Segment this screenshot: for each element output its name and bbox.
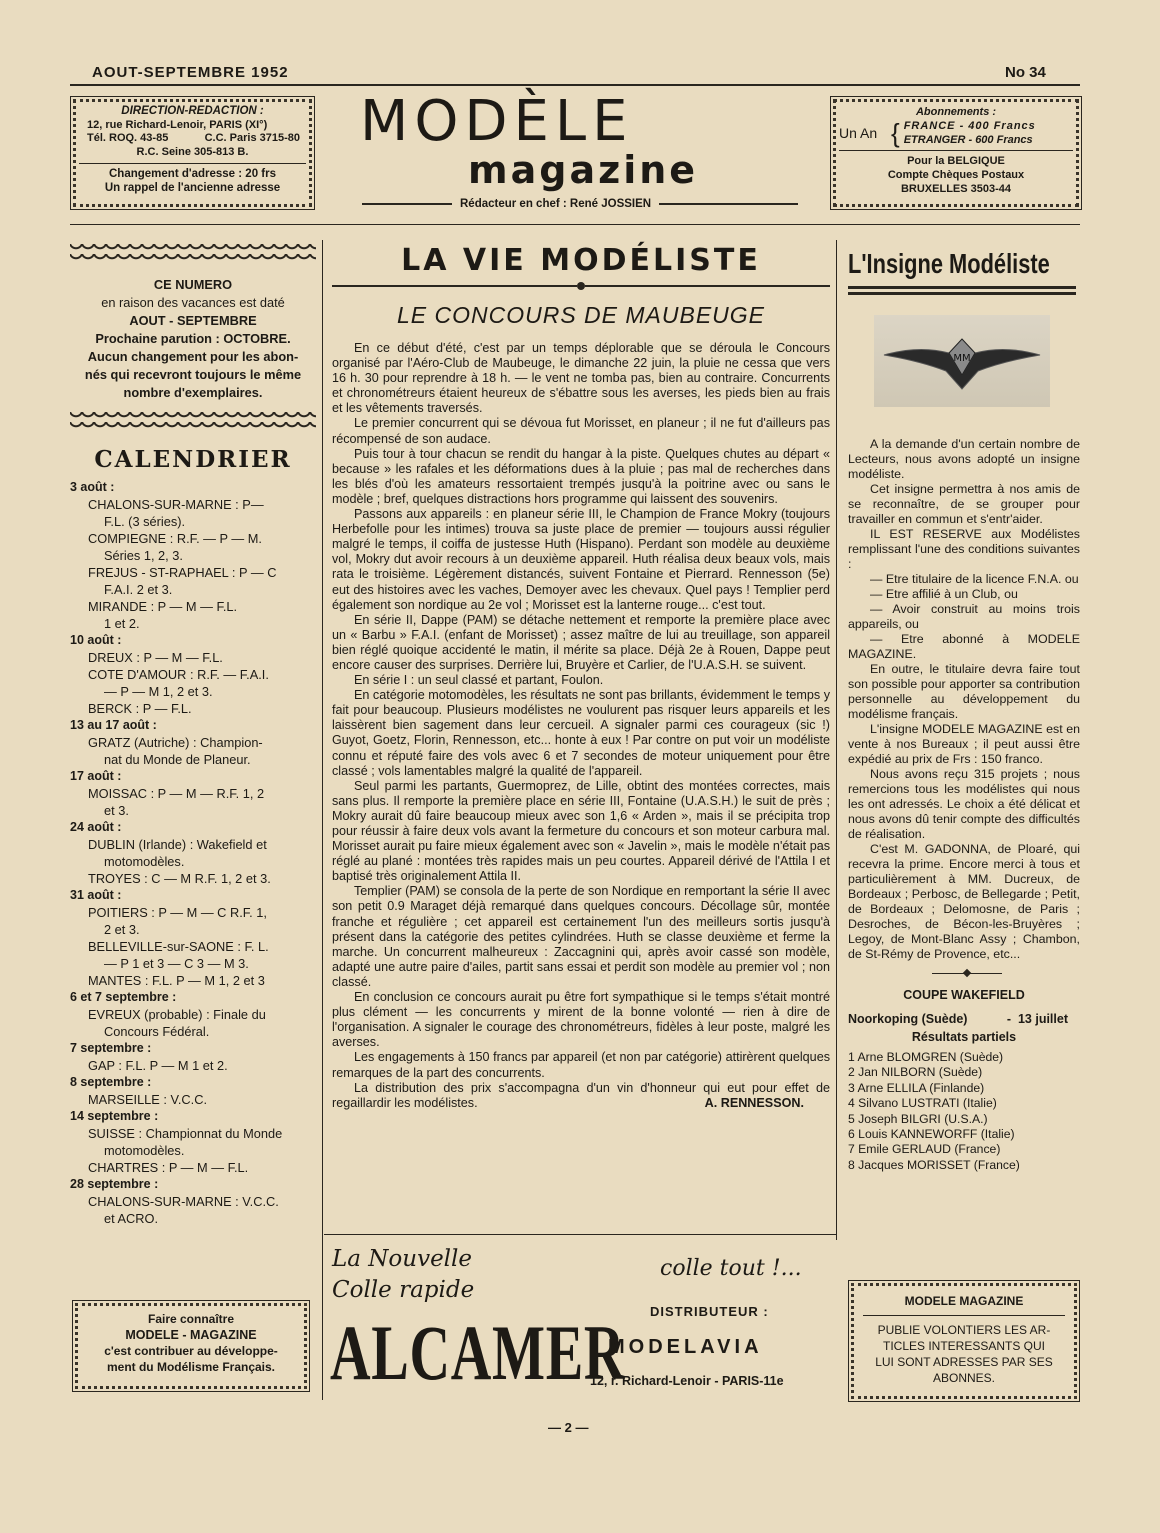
right-column: L'Insigne Modéliste MM A la demande d'un certain nombre de Lecteurs, nous avons adopté un insigne modéliste. Cet insigne permettra à nos amis de se reconnaître, de se grouper pour travailler en commun et s'entr'aider. IL EST RESERVE aux Modélistes remplissant l'une des conditions suivantes : — Etre titulaire de la licence F.N.A. ou — Etre affilié à un Club, ou — Avoir construit au moins trois appareils, ou — Etre abonné à MODELE MAGAZINE. En outre, le titulaire devra faire tout son possible pour apporter sa contribution personnelle au développement du modélisme français. L'insigne MODELE MAGAZINE est en vente à nos Bureaux ; il peut aussi être expédié au prix de Frs : 150 franco. Nous avons reçu 315 projets ; nous remercions tous les modélistes qui nous les ont adressés. Le choix a été délicat et nous avons dû tenir compte des difficultés de réalisation. C'est M. GADONNA, de Ploaré, qui recevra la prime. Encore merci à tous et particulièrement à MM. Ducreux, de Bordeaux ; Perbosc, de Bellegarde ; Petit, de Bordeaux ; Delomosne, de Paris ; Desroches, de Bécon-les-Bruyères ; Legoy, de Mont-Blanc Assy ; Chambon, de St-Rémy de Provence, etc... COUPE WAKEFIELD Noorkoping (Suède) - 13 juillet Résultats partiels 1 Arne BLOMGREN (Suède) 2 Jan NILBORN (Suède) 3 Arne ELLILA (Finlande) 4 Silvano LUSTRATI (Italie) 5 Joseph BILGRI (U.S.A.) 6 Louis KANNEWORFF (Italie) 7 Emile GERLAUD (France) 8 Jacques MORISSET (France) [848,248,1080,1172]
calendar-entry: motomodèles. [104,854,185,869]
calendar-entry: TROYES : C — M R.F. 1, 2 et 3. [88,871,271,886]
article-paragraph: Puis tour à tour chacun se rendit du hangar à la piste. Quelques chutes au départ « because » les rafales et les déformations dues à la pluie ; pas mal de recherches dans les blés d'où les amateurs ressortaient trempés jusqu'à la poitrine avec ou sans le modèle ; bref, quelques distractions hors programme qui laissent des souvenirs. [332,446,830,506]
address-change: Changement d'adresse : 20 frs [109,168,276,180]
calendar-entry: BELLEVILLE-sur-SAONE : F. L. [88,939,269,954]
calendar-title: CALENDRIER [94,446,292,473]
notice-line: AOUT - SEPTEMBRE [129,313,257,328]
calendar-entry: F.L. (3 séries). [104,514,186,529]
calendar-date: 13 au 17 août : [70,718,157,732]
insigne-paragraph: En outre, le titulaire devra faire tout son possible pour apporter sa contribution personnelle au développement du modélisme français. [848,662,1080,721]
ad-tagline: colle tout !... [660,1256,802,1281]
insignia-photo [874,315,1050,407]
promo-right-line: LUI SONT ADRESSES PAR SES [875,1355,1053,1369]
calendar-entry: COTE D'AMOUR : R.F. — F.A.I. [88,667,269,682]
masthead-subtitle: magazine [468,148,699,192]
promo-right-line: ABONNES. [932,1371,995,1385]
ad-distributor-label: DISTRIBUTEUR : [650,1304,769,1319]
insigne-paragraph: — Etre abonné à MODELE MAGAZINE. [848,632,1080,661]
insigne-paragraph: Cet insigne permettra à nos amis de se reconnaître, de se grouper pour travailler en commun et s'entr'aider. [848,482,1080,526]
calendar-entry: Séries 1, 2, 3. [104,548,183,563]
notice-block [70,276,316,402]
article-paragraph: En catégorie motomodèles, les résultats ne sont pas brillants, évidemment le temps y fait pour beaucoup. Plusieurs modélistes ne voulurent pas risquer leurs appareils et les laissèrent bien sagement dans leur cercueil. A signaler parmi ces courageux (sic !) Guyot, Goetz, Florin, Rennesson, etc... honte à eux ! Par contre on put voir un modéliste connu et réputé faire des vols avec 6 et 7 secondes de moteur uniquement pour être classé ; vols lamentables malgré la qualité de l'appareil. [332,688,830,778]
insigne-paragraph: L'insigne MODELE MAGAZINE est en vente à nos Bureaux ; il peut aussi être expédié au prix de Frs : 150 franco. [848,722,1080,766]
direction-tel: Tél. ROQ. 43-85 [87,132,169,144]
ad-distributor-address: 12, r. Richard-Lenoir - PARIS-11e [590,1374,784,1388]
calendar-entry: CHARTRES : P — M — F.L. [88,1160,249,1175]
calendar-list [70,479,316,1227]
wakefield-title: COUPE WAKEFIELD [903,988,1025,1002]
insignia-wings-icon [874,315,1050,407]
insigne-paragraph: C'est M. GADONNA, de Ploaré, qui recevra la prime. Encore merci à tous et particulièrement à MM. Ducreux, de Bordeaux ; Perbosc, de Bellegarde ; Petit, de Bordeaux ; Delomosne, de Paris ; Desroches, de Bécon-les-Bruyères ; Legoy, de Mont-Blanc Assy ; Chambon, de St-Rémy de Provence, etc... [848,842,1080,961]
calendar-entry: MARSEILLE : V.C.C. [88,1092,208,1107]
notice-line: nés qui recevront toujours le même [84,367,302,382]
ad-distributor-name: MODELAVIA [608,1336,763,1358]
promo-line: Faire connaître [147,1312,235,1326]
calendar-entry: MIRANDE : P — M — F.L. [88,599,238,614]
calendar-entry: EVREUX (probable) : Finale du [88,1007,266,1022]
editor-name: Rédacteur en chef : René JOSSIEN [460,198,652,210]
calendar-entry: nat du Monde de Planeur. [104,752,251,767]
left-column [70,244,316,1227]
subscription-box: Abonnements : Un An { FRANCE - 400 Francs ETRANGER - 600 Francs Pour la BELGIQUE Compte Chèques Postaux BRUXELLES 3503-44 [830,96,1082,210]
wakefield-result: 6 Louis KANNEWORFF (Italie) [848,1127,1015,1142]
promo-line: c'est contribuer au développe- [104,1344,278,1358]
calendar-entry: POITIERS : P — M — C R.F. 1, [88,905,267,920]
calendar-entry: 1 et 2. [104,616,140,631]
calendar-entry: MOISSAC : P — M — R.F. 1, 2 [88,786,265,801]
notice-line: en raison des vacances est daté [101,295,285,310]
wakefield-location: Noorkoping (Suède) [848,1012,968,1026]
direction-box [70,96,315,210]
ad-line1: La Nouvelle [332,1246,473,1272]
page-number: — 2 — [548,1420,589,1435]
calendar-entry: 2 et 3. [104,922,140,937]
promo-line: ment du Modélisme Français. [106,1360,276,1374]
wakefield-result: 7 Emile GERLAUD (France) [848,1142,1001,1157]
insigne-paragraph: — Etre titulaire de la licence F.N.A. ou [870,572,1079,586]
direction-title: DIRECTION-REDACTION : [121,105,264,117]
insigne-title: L'Insigne Modéliste [848,248,1050,279]
direction-address: 12, rue Richard-Lenoir, PARIS (XI°) [87,118,268,131]
calendar-date: 8 septembre : [70,1075,152,1089]
wakefield-date: 13 juillet [1017,1012,1068,1026]
ad-line2: Colle rapide [332,1277,475,1303]
calendar-date: 14 septembre : [70,1109,159,1123]
article-paragraph: Passons aux appareils : en planeur série III, le Champion de France Mokry (toujours Herbefolle pour les intimes) trouva sa juste place de premier — toujours aussi régulier malgré le temps, il coiffa de justesse Huth (Hispano). Perdant son modèle au deuxième vol, Mokry dut avoir recours à un deuxième appareil. Huth réalisa deux beaux vols, mais rata le troisième. Légèrement distancés, suivent Fontaine et Pierrard. Rennesson (5e) eut des histoires avec les vaches, Demoyer avec les chevaux. Quel pays ! Templier perd également son nordique au 2e vol ; Morisset est la lanterne rouge... c'est tout. [332,507,830,612]
address-reminder: Un rappel de l'ancienne adresse [104,181,281,194]
calendar-entry: GAP : F.L. P — M 1 et 2. [88,1058,228,1073]
article-signature: A. RENNESSON. [704,1095,804,1110]
insigne-paragraph: — Etre affilié à un Club, ou [870,587,1018,601]
calendar-date: 24 août : [70,820,122,834]
issue-date: AOUT-SEPTEMBRE 1952 [92,64,289,81]
direction-cc: C.C. Paris 3715-80 [204,132,300,144]
calendar-entry: BERCK : P — F.L. [88,701,192,716]
wakefield-result: 1 Arne BLOMGREN (Suède) [848,1050,1004,1064]
issue-number: No 34 [1005,64,1046,81]
calendar-entry: COMPIEGNE : R.F. — P — M. [88,531,262,546]
calendar-entry: et 3. [104,803,129,818]
article-paragraph: En ce début d'été, c'est par un temps déplorable que se déroula le Concours organisé par l'Aéro-Club de Maubeuge, le dimanche 22 juin, la pluie ne cessa que vers 16 h. 30 pour reprendre à 18 h. — le vent ne tomba pas, bien au contraire. Concurrents et chronométreurs étaient heureux de s'ébattre sous les averses, les pieds bien au frais et les vêtements traversés. [332,341,830,416]
article-paragraph: La distribution des prix s'accompagna d'un vin d'honneur qui eut pour effet de regaillardir les modélistes. [332,1080,830,1110]
ad-brand: ALCAMER [330,1309,626,1396]
calendar-date: 10 août : [70,633,122,647]
promo-right-line: PUBLIE VOLONTIERS LES AR- [877,1323,1051,1337]
promo-right-line: TICLES INTERESSANTS QUI [882,1339,1046,1353]
article-paragraph: En conclusion ce concours aurait pu être fort sympathique si le temps s'était montré plus clément — les concurrents y mirent de la bonne volonté — rien à dire de l'organisation. A signaler le courage des chronométreurs, fidèles à leur poste, malgré les averses. [332,990,830,1050]
calendar-date: 31 août : [70,888,122,902]
calendar-date: 17 août : [70,769,122,783]
wakefield-subtitle: Résultats partiels [911,1030,1017,1044]
subs-etranger: ETRANGER - 600 Francs [903,134,1033,146]
direction-rc: R.C. Seine 305-813 B. [136,145,249,158]
article-body [332,341,830,1111]
calendar-entry: FREJUS - ST-RAPHAEL : P — C [88,565,277,580]
calendar-entry: SUISSE : Championnat du Monde [88,1126,283,1141]
wakefield-results [848,1050,1080,1173]
top-rule [70,84,1080,86]
calendar-entry: DREUX : P — M — F.L. [88,650,223,665]
belgium-line1: Pour la BELGIQUE [907,155,1005,167]
promo-box-left [72,1300,310,1392]
article-paragraph: Templier (PAM) se consola de la perte de son Nordique en remportant la série II avec son petit 0.9 Maraget déjà remarqué dans quelques concours. Décollage sûr, montée franche et régulière ; cet appareil est certainement l'un des meilleurs sortis jusqu'à présent dans la catégorie des petites cylindrées. Huth se classe deuxième et ferme la marche. Un concurrent malheureux : Zaccagnini qui, après avoir cassé son modèle, adapté une autre paire d'ailes, partit sans essai et perdit son modèle au premier vol ; non classé. [332,884,830,989]
subs-period: Un An [839,125,878,141]
article-paragraph: Le premier concurrent qui se dévoua fut Morisset, en planeur ; il ne fut d'ailleurs pas récompensé de son audace. [332,416,830,446]
promo-right-title: MODELE MAGAZINE [904,1294,1024,1308]
promo-box-right [848,1280,1080,1402]
belgium-line2: Compte Chèques Postaux [887,169,1025,181]
calendar-entry: Concours Fédéral. [104,1024,210,1039]
calendar-entry: CHALONS-SUR-MARNE : V.C.C. [88,1194,279,1209]
notice-line: Prochaine parution : OCTOBRE. [95,331,291,346]
wakefield-result: 2 Jan NILBORN (Suède) [848,1065,983,1080]
subs-france: FRANCE - 400 Francs [903,120,1036,132]
insigne-paragraph: — Avoir construit au moins trois appareils, ou [848,602,1080,631]
article-paragraph: En série II, Dappe (PAM) se détache nettement et remporte la première place avec un « Barbu » F.A.I. (enfant de Morisset) ; assez maître de lui au treuillage, son appareil bien réglé quoique accidenté le matin, il mérite sa place. Déjà 2e à Rouen, Dappe peut encore causer des surprises. Derrière lui, Bruyère et Carlier, de l'U.A.S.H. se suivent. [332,612,830,672]
insigne-paragraph: IL EST RESERVE aux Modélistes remplissant l'une des conditions suivantes : [848,527,1080,571]
notice-line: Aucun changement pour les abon- [87,349,299,364]
masthead-title: MODÈLE [360,89,634,154]
article-paragraph: En série I : un seul classé et partant, Foulon. [354,673,604,688]
calendar-entry: DUBLIN (Irlande) : Wakefield et [88,837,267,852]
calendar-date: 3 août : [70,480,115,494]
calendar-entry: et ACRO. [104,1211,159,1226]
insigne-paragraph: Nous avons reçu 315 projets ; nous remercions tous les modélistes qui nous les ont adressés. Le choix a été délicat et nous avons dû tenir compte des difficultés de réalisation. [848,767,1080,841]
insigne-paragraph: A la demande d'un certain nombre de Lecteurs, nous avons adopté un insigne modéliste. [848,437,1080,481]
article-paragraph: Seul parmi les partants, Guermoprez, de Lille, obtint des montées correctes, mais sans plus. Il remporte la première place en série III, Fontaine (U.A.S.H.) le suit de près ; Mokry aurait dû faire beaucoup mieux avec son 1,6 « Arden », mais il se précipita trop pour réussir à faire deux vols avant la fermeture du concours et son moteur carbura mal. Morisset aurait pu faire mieux également avec son « Javelin », mais le modèle n'était pas réglé au plané : montées très rapides mais un peu courtes. Appareil dérivé de l'Attila I et baptisé très originalement Attila II. [332,778,830,884]
svg-text:MM: MM [953,353,971,364]
calendar-entry: MANTES : F.L. P — M 1, 2 et 3 [88,973,265,988]
wakefield-result: 8 Jacques MORISSET (France) [848,1157,1020,1172]
notice-title: CE NUMERO [153,277,233,292]
calendar-entry: GRATZ (Autriche) : Champion- [88,735,263,750]
article-paragraph: Les engagements à 150 francs par appareil (et non par catégorie) attirèrent quelques remarques de la part des concurrents. [332,1050,830,1080]
calendar-date: 6 et 7 septembre : [70,990,177,1004]
calendar-entry: F.A.I. 2 et 3. [104,582,173,597]
article [332,242,830,1110]
ornament-dot [577,282,585,290]
calendar-entry: — P 1 et 3 — C 3 — M 3. [104,956,249,971]
wakefield-result: 3 Arne ELLILA (Finlande) [848,1080,985,1095]
promo-line: MODELE - MAGAZINE [125,1328,257,1342]
calendar-entry: motomodèles. [104,1143,185,1158]
insigne-body [848,437,1080,962]
calendar-entry: CHALONS-SUR-MARNE : P— [88,497,264,512]
belgium-line3: BRUXELLES 3503-44 [900,183,1012,195]
article-title: LE CONCOURS DE MAUBEUGE [396,302,766,328]
subs-title: Abonnements : [915,106,997,118]
wakefield-result: 5 Joseph BILGRI (U.S.A.) [848,1111,988,1126]
editor-line [362,198,798,210]
calendar-entry: — P — M 1, 2 et 3. [104,684,213,699]
ornament-diamond [963,969,971,977]
section-title: LA VIE MODÉLISTE [401,243,761,278]
notice-line: nombre d'exemplaires. [123,385,263,400]
calendar-date: 7 septembre : [70,1041,152,1055]
calendar-date: 28 septembre : [70,1177,159,1191]
wakefield-result: 4 Silvano LUSTRATI (Italie) [848,1096,997,1111]
